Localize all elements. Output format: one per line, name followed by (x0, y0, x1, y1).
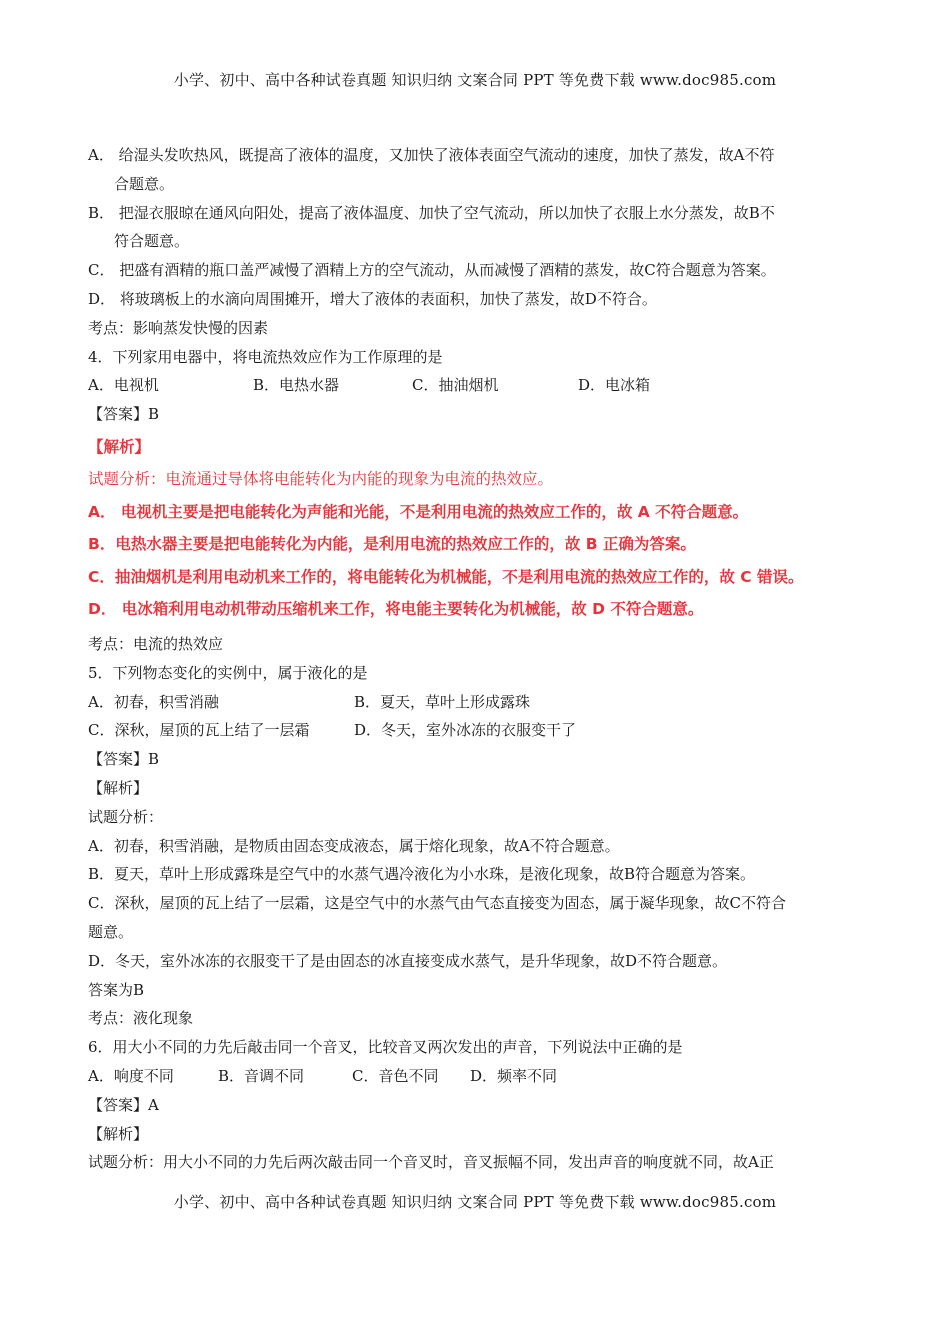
q4-explain-c: C．抽油烟机是利用电动机来工作的，将电能转化为机械能，不是利用电流的热效应工作的，故 C 错误。 (88, 567, 804, 586)
q4-option-b: B．电热水器 (253, 376, 340, 395)
q3-option-b-line2: 符合题意。 (114, 232, 190, 251)
q5-explain-a: A．初春，积雪消融，是物质由固态变成液态，属于熔化现象，故A不符合题意。 (88, 836, 620, 855)
q4-option-a: A．电视机 (88, 376, 159, 395)
q4-explain-b: B．电热水器主要是把电能转化为内能，是利用电流的热效应工作的，故 B 正确为答案。 (88, 535, 696, 554)
q3-option-c: C． 把盛有酒精的瓶口盖严减慢了酒精上方的空气流动，从而减慢了酒精的蒸发，故C符合题意为答案。 (88, 261, 776, 280)
q4-answer: 【答案】B (88, 405, 160, 424)
q5-option-c: C．深秋，屋顶的瓦上结了一层霜 (88, 721, 310, 740)
q4-kaodian: 考点：电流的热效应 (88, 634, 224, 653)
q5-option-a: A．初春，积雪消融 (88, 692, 219, 711)
page-footer: 小学、初中、高中各种试卷真题 知识归纳 文案合同 PPT 等免费下载 www.doc985.com (173, 1193, 777, 1211)
q3-option-a-line2: 合题意。 (114, 174, 175, 193)
q5-stem: 5．下列物态变化的实例中，属于液化的是 (88, 663, 368, 682)
q5-explain-c-line2: 题意。 (88, 922, 134, 941)
q5-options-row2 (88, 716, 868, 745)
q5-final-answer: 答案为B (88, 980, 145, 999)
q4-explain-a: A． 电视机主要是把电能转化为声能和光能，不是利用电流的热效应工作的，故 A 不符合题意。 (88, 502, 749, 521)
q4-jiexi-heading: 【解析】 (88, 437, 151, 456)
q5-analysis: 试题分析： (88, 807, 164, 826)
q5-jiexi-heading: 【解析】 (88, 778, 149, 797)
q5-options-row1 (88, 688, 868, 717)
q4-options (88, 371, 868, 400)
q4-analysis: 试题分析：电流通过导体将电能转化为内能的现象为电流的热效应。 (88, 470, 554, 489)
q5-explain-b: B．夏天，草叶上形成露珠是空气中的水蒸气遇冷液化为小水珠，是液化现象，故B符合题意为答案。 (88, 865, 756, 884)
q5-option-b: B．夏天，草叶上形成露珠 (354, 692, 531, 711)
q3-option-b-line1: B． 把湿衣服晾在通风向阳处，提高了液体温度、加快了空气流动，所以加快了衣服上水分蒸发，故B不 (88, 203, 775, 222)
q5-answer: 【答案】B (88, 750, 160, 769)
q3-kaodian: 考点：影响蒸发快慢的因素 (88, 318, 269, 337)
q6-jiexi-heading: 【解析】 (88, 1124, 149, 1143)
page-header: 小学、初中、高中各种试卷真题 知识归纳 文案合同 PPT 等免费下载 www.doc985.com (173, 71, 777, 89)
q6-option-d: D．频率不同 (470, 1066, 558, 1085)
q5-option-d: D．冬天，室外冰冻的衣服变干了 (354, 721, 577, 740)
q4-explanation (88, 431, 868, 626)
q6-option-b: B．音调不同 (218, 1066, 305, 1085)
q4-option-c: C．抽油烟机 (412, 376, 499, 395)
q4-option-d: D．电冰箱 (578, 376, 651, 395)
document-body (88, 141, 868, 1177)
q5-explain-c-line1: C．深秋，屋顶的瓦上结了一层霜，这是空气中的水蒸气由气态直接变为固态，属于凝华现象，故C不符合 (88, 894, 786, 913)
q4-explain-d: D． 电冰箱利用电动机带动压缩机来工作，将电能主要转化为机械能，故 D 不符合题意。 (88, 600, 704, 619)
q6-options (88, 1062, 868, 1091)
q6-stem: 6．用大小不同的力先后敲击同一个音叉，比较音叉两次发出的声音，下列说法中正确的是 (88, 1038, 683, 1057)
q6-option-a: A．响度不同 (88, 1066, 174, 1085)
q5-explain-d: D．冬天，室外冰冻的衣服变干了是由固态的冰直接变成水蒸气，是升华现象，故D不符合题意。 (88, 951, 728, 970)
q3-option-d: D． 将玻璃板上的水滴向周围摊开，增大了液体的表面积，加快了蒸发，故D不符合。 (88, 289, 657, 308)
q6-option-c: C．音色不同 (352, 1066, 439, 1085)
q3-option-a-line1: A． 给湿头发吹热风，既提高了液体的温度，又加快了液体表面空气流动的速度，加快了蒸发，故A不符 (88, 146, 775, 164)
q6-analysis: 试题分析：用大小不同的力先后两次敲击同一个音叉时，音叉振幅不同，发出声音的响度就不同，故A正 (88, 1153, 774, 1172)
q6-answer: 【答案】A (88, 1095, 159, 1114)
q4-stem: 4．下列家用电器中，将电流热效应作为工作原理的是 (88, 347, 443, 366)
q5-kaodian: 考点：液化现象 (88, 1009, 194, 1028)
